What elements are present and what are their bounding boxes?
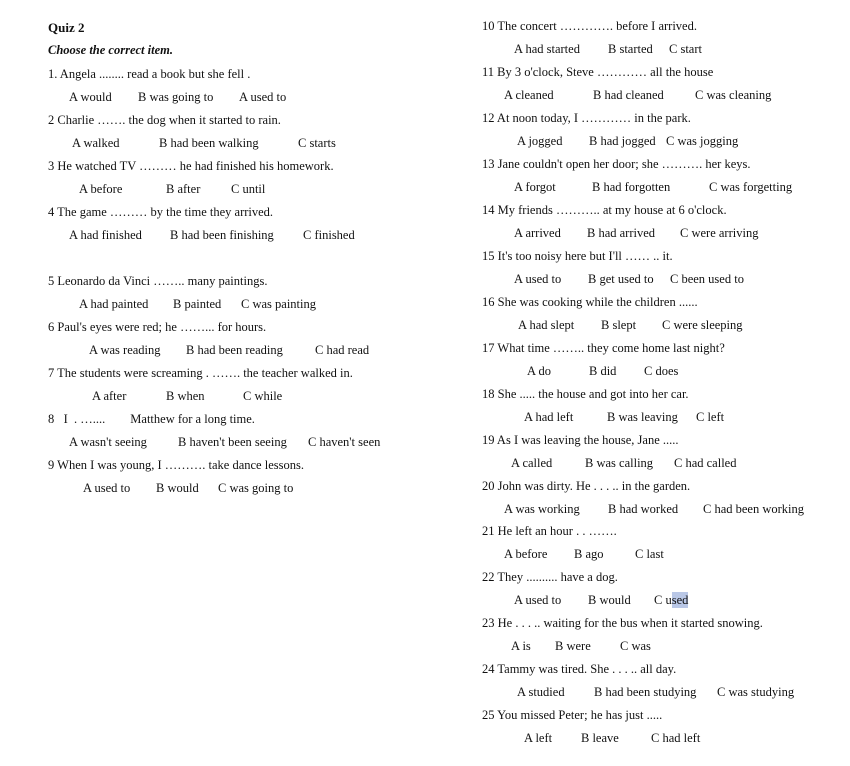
option-c: C was cleaning	[695, 88, 772, 102]
option-b: B was going to	[138, 90, 214, 104]
option-b: B would	[156, 481, 199, 495]
option-a: A studied	[517, 685, 565, 699]
option-b: B did	[589, 364, 617, 378]
question-19: 19 As I was leaving the house, Jane .....	[482, 433, 679, 447]
option-c: C was jogging	[666, 134, 739, 148]
question-11: 11 By 3 o'clock, Steve ………… all the house	[482, 65, 714, 79]
question-4: 4 The game ……… by the time they arrived.	[48, 205, 274, 219]
options-16	[518, 317, 743, 333]
option-a: A used to	[83, 481, 131, 495]
option-a: A was reading	[89, 343, 161, 357]
option-c: C left	[696, 410, 725, 424]
option-a: A jogged	[517, 134, 563, 148]
option-c: C was painting	[241, 297, 316, 311]
question-2: 2 Charlie ……. the dog when it started to rain.	[48, 113, 281, 127]
options-18	[524, 409, 724, 425]
options-10	[514, 41, 702, 57]
options-13	[514, 179, 792, 195]
question-15: 15 It's too noisy here but I'll …… .. it.	[482, 249, 673, 263]
question-3: 3 He watched TV ……… he had finished his homework.	[48, 159, 334, 173]
options-24	[517, 684, 794, 700]
option-a: A would	[69, 90, 112, 104]
options-2	[72, 135, 336, 151]
options-8	[69, 434, 380, 450]
option-a: A used to	[514, 272, 562, 286]
option-b: B slept	[601, 318, 637, 332]
question-8	[48, 411, 255, 427]
question-6: 6 Paul's eyes were red; he ……... for hours.	[48, 320, 267, 334]
option-c: A used to	[239, 90, 287, 104]
option-b: B get used to	[588, 272, 654, 286]
option-a: A before	[504, 547, 548, 561]
option-b: B ago	[574, 547, 604, 561]
question-24: 24 Tammy was tired. She . . . .. all day.	[482, 662, 677, 676]
option-b: B were	[555, 639, 591, 653]
option-b: B when	[166, 389, 205, 403]
options-15	[514, 271, 744, 287]
option-a: A arrived	[514, 226, 561, 240]
option-c: C until	[231, 182, 266, 196]
option-b: B leave	[581, 731, 619, 745]
option-c: C starts	[298, 136, 336, 150]
question-23: 23 He . . . .. waiting for the bus when it started snowing.	[482, 616, 763, 630]
option-b: B would	[588, 593, 631, 607]
option-a: A forgot	[514, 180, 556, 194]
option-c: C finished	[303, 228, 355, 242]
option-c: C was	[620, 639, 651, 653]
options-17	[527, 363, 678, 379]
option-b: B was leaving	[607, 410, 678, 424]
option-b: B after	[166, 182, 201, 196]
option-b: B had worked	[608, 502, 679, 516]
option-c: C had left	[651, 731, 701, 745]
options-19	[511, 455, 736, 471]
option-c: C had been working	[703, 502, 805, 516]
question-12: 12 At noon today, I ………… in the park.	[482, 111, 691, 125]
option-a: A after	[92, 389, 127, 403]
option-c: C last	[635, 547, 664, 561]
option-c: C were sleeping	[662, 318, 743, 332]
options-1	[69, 89, 286, 105]
question-14: 14 My friends ……….. at my house at 6 o'clock.	[482, 203, 727, 217]
option-a: A called	[511, 456, 553, 470]
option-c: C had read	[315, 343, 370, 357]
option-b: B had been finishing	[170, 228, 274, 242]
option-b: B had been walking	[159, 136, 259, 150]
question-17: 17 What time …….. they come home last night?	[482, 341, 725, 355]
option-c: C was going to	[218, 481, 294, 495]
option-a: A left	[524, 731, 553, 745]
option-c: C was forgetting	[709, 180, 793, 194]
option-a: A wasn't seeing	[69, 435, 147, 449]
question-9: 9 When I was young, I ………. take dance lessons.	[48, 458, 304, 472]
option-c: C start	[669, 42, 702, 56]
option-b: B painted	[173, 297, 222, 311]
quiz-instruction: Choose the correct item.	[48, 43, 173, 57]
options-23	[511, 638, 651, 654]
option-b: B had been reading	[186, 343, 283, 357]
option-b: B started	[608, 42, 653, 56]
question-25: 25 You missed Peter; he has just .....	[482, 708, 663, 722]
options-7	[92, 388, 282, 404]
option-c: C while	[243, 389, 283, 403]
options-14	[514, 225, 758, 241]
option-c-label: C used	[654, 593, 689, 607]
option-c	[654, 592, 688, 608]
option-b: B was calling	[585, 456, 654, 470]
option-c: C was studying	[717, 685, 795, 699]
question-7: 7 The students were screaming . ……. the teacher walked in.	[48, 366, 353, 380]
option-a: A had started	[514, 42, 580, 56]
options-9	[83, 480, 293, 496]
option-a: A had painted	[79, 297, 149, 311]
question-21: 21 He left an hour . . …….	[482, 524, 617, 538]
options-4	[69, 227, 355, 243]
option-a: A is	[511, 639, 531, 653]
options-3	[79, 181, 265, 197]
options-6	[89, 342, 369, 358]
option-b: B had been studying	[594, 685, 697, 699]
option-a: A do	[527, 364, 551, 378]
question-13: 13 Jane couldn't open her door; she ………. her keys.	[482, 157, 751, 171]
option-b: B had cleaned	[593, 88, 664, 102]
quiz-title: Quiz 2	[48, 20, 85, 35]
option-c: C been used to	[670, 272, 744, 286]
question-16: 16 She was cooking while the children ......	[482, 295, 698, 309]
option-b: B haven't been seeing	[178, 435, 287, 449]
options-20	[504, 501, 804, 517]
option-a: A had left	[524, 410, 574, 424]
question-10: 10 The concert …………. before I arrived.	[482, 19, 697, 33]
question-1: 1. Angela ........ read a book but she fell .	[48, 67, 251, 81]
option-a: A cleaned	[504, 88, 554, 102]
option-a: A was working	[504, 502, 580, 516]
question-20: 20 John was dirty. He . . . .. in the garden.	[482, 479, 691, 493]
option-b: B had jogged	[589, 134, 656, 148]
option-c: C had called	[674, 456, 737, 470]
question-5: 5 Leonardo da Vinci …….. many paintings.	[48, 274, 268, 288]
option-a: A before	[79, 182, 123, 196]
option-a: A used to	[514, 593, 562, 607]
question-18: 18 She ..... the house and got into her car.	[482, 387, 689, 401]
option-c: C were arriving	[680, 226, 759, 240]
options-12	[517, 133, 738, 149]
options-21	[504, 546, 664, 562]
options-25	[524, 730, 700, 746]
option-a: A had finished	[69, 228, 142, 242]
options-22	[514, 592, 688, 608]
option-c: C haven't seen	[308, 435, 381, 449]
option-c: C does	[644, 364, 679, 378]
option-a: A walked	[72, 136, 120, 150]
option-a: A had slept	[518, 318, 575, 332]
options-11	[504, 87, 771, 103]
option-b: B had forgotten	[592, 180, 671, 194]
option-b: B had arrived	[587, 226, 656, 240]
question-22: 22 They .......... have a dog.	[482, 570, 618, 584]
options-5	[79, 296, 316, 312]
text-selection-highlight: sed	[671, 593, 689, 607]
question-8-text: 8 I . ….... Matthew for a long time.	[48, 412, 255, 426]
